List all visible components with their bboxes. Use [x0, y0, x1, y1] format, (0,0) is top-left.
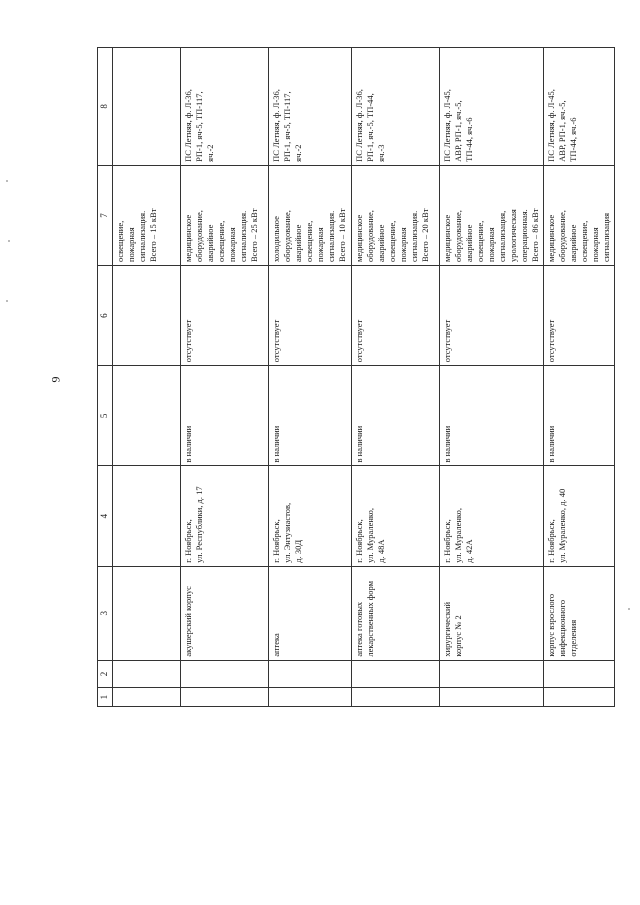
cell-col2 [440, 660, 544, 688]
cell-backup: отсутствует [181, 266, 269, 366]
cell-address [113, 466, 181, 566]
cell-building-name: аптека готовых лекарственных форм [352, 566, 440, 660]
cell-building-name: хирургический корпус № 2 [440, 566, 544, 660]
cell-backup: отсутствует [352, 266, 440, 366]
cell-availability: в наличии [544, 366, 615, 466]
cell-load: холодильное оборудование, аварийное освещение, пожарная сигнализация. Всего – 10 кВт [269, 165, 352, 265]
cell-availability: в наличии [269, 366, 352, 466]
cell-availability: в наличии [440, 366, 544, 466]
table-row [544, 48, 615, 707]
cell-availability [113, 366, 181, 466]
column-number-4: 4 [98, 466, 113, 566]
cell-building-name: корпус взрослого инфекционного отделения [544, 566, 615, 660]
cell-col2 [352, 660, 440, 688]
scan-speck [6, 180, 8, 182]
facilities-table [97, 47, 615, 707]
cell-load: медицинское оборудование, аварийное освещение, пожарная сигнализация. Всего – 25 кВт [181, 165, 269, 265]
cell-index [181, 688, 269, 707]
cell-availability: в наличии [352, 366, 440, 466]
cell-address: г. Ноябрьск, ул. Мураленко, д. 42А [440, 466, 544, 566]
table-row [440, 48, 544, 707]
column-number-7: 7 [98, 165, 113, 265]
cell-load: медицинское оборудование, аварийное освещение, пожарная сигнализация [544, 165, 615, 265]
cell-power-source: ПС Летняя, ф. Л-45, АВР, РП-1, яч.-5, ТП-44, яч.-6 [544, 48, 615, 166]
cell-index [113, 688, 181, 707]
cell-index [269, 688, 352, 707]
cell-index [440, 688, 544, 707]
cell-address: г. Ноябрьск, ул. Республики, д. 17 [181, 466, 269, 566]
cell-address: г. Ноябрьск, ул. Мураленко, д. 48А [352, 466, 440, 566]
page-number: 9 [48, 376, 63, 383]
table-row [352, 48, 440, 707]
cell-load: медицинское оборудование, аварийное освещение, пожарная сигнализация, урологическая операционная. Всего – 86 кВт [440, 165, 544, 265]
column-number-5: 5 [98, 366, 113, 466]
table-row [113, 48, 181, 707]
column-number-2: 2 [98, 660, 113, 688]
column-number-1: 1 [98, 688, 113, 707]
cell-col2 [544, 660, 615, 688]
table-row [269, 48, 352, 707]
cell-load: освещение, пожарная сигнализация. Всего – 15 кВт [113, 165, 181, 265]
column-number-6: 6 [98, 266, 113, 366]
column-number-8: 8 [98, 48, 113, 166]
cell-availability: в наличии [181, 366, 269, 466]
cell-index [544, 688, 615, 707]
cell-address: г. Ноябрьск, ул. Энтузиастов, д. 30Д [269, 466, 352, 566]
cell-power-source [113, 48, 181, 166]
scan-speck [628, 608, 630, 610]
scan-speck [8, 240, 10, 242]
cell-building-name: акушерский корпус [181, 566, 269, 660]
column-number-3: 3 [98, 566, 113, 660]
cell-col2 [269, 660, 352, 688]
cell-col2 [181, 660, 269, 688]
cell-power-source: ПС Летняя, ф. Л-36, РП-1, яч.-5, ТП-44, яч.-3 [352, 48, 440, 166]
cell-power-source: ПС Летняя, ф. Л-36, РП-1, яч-5, ТП-117, яч.-2 [181, 48, 269, 166]
cell-power-source: ПС Летняя, ф. Л-36, РП-1, яч-5, ТП-117, яч.-2 [269, 48, 352, 166]
cell-building-name [113, 566, 181, 660]
cell-backup: отсутствует [544, 266, 615, 366]
header-row [98, 48, 113, 707]
cell-address: г. Ноябрьск, ул. Мураленко, д. 40 [544, 466, 615, 566]
scan-speck [6, 300, 8, 302]
cell-index [352, 688, 440, 707]
cell-backup: отсутствует [440, 266, 544, 366]
cell-backup [113, 266, 181, 366]
rotated-table-wrapper [97, 47, 611, 707]
cell-backup: отсутствует [269, 266, 352, 366]
cell-power-source: ПС Летняя, ф. Л-45, АВР, РП-1, яч.-5, ТП-44, яч.-6 [440, 48, 544, 166]
cell-building-name: аптека [269, 566, 352, 660]
cell-load: медицинское оборудование, аварийное освещение, пожарная сигнализация. Всего – 20 кВт [352, 165, 440, 265]
cell-col2 [113, 660, 181, 688]
table-row [181, 48, 269, 707]
